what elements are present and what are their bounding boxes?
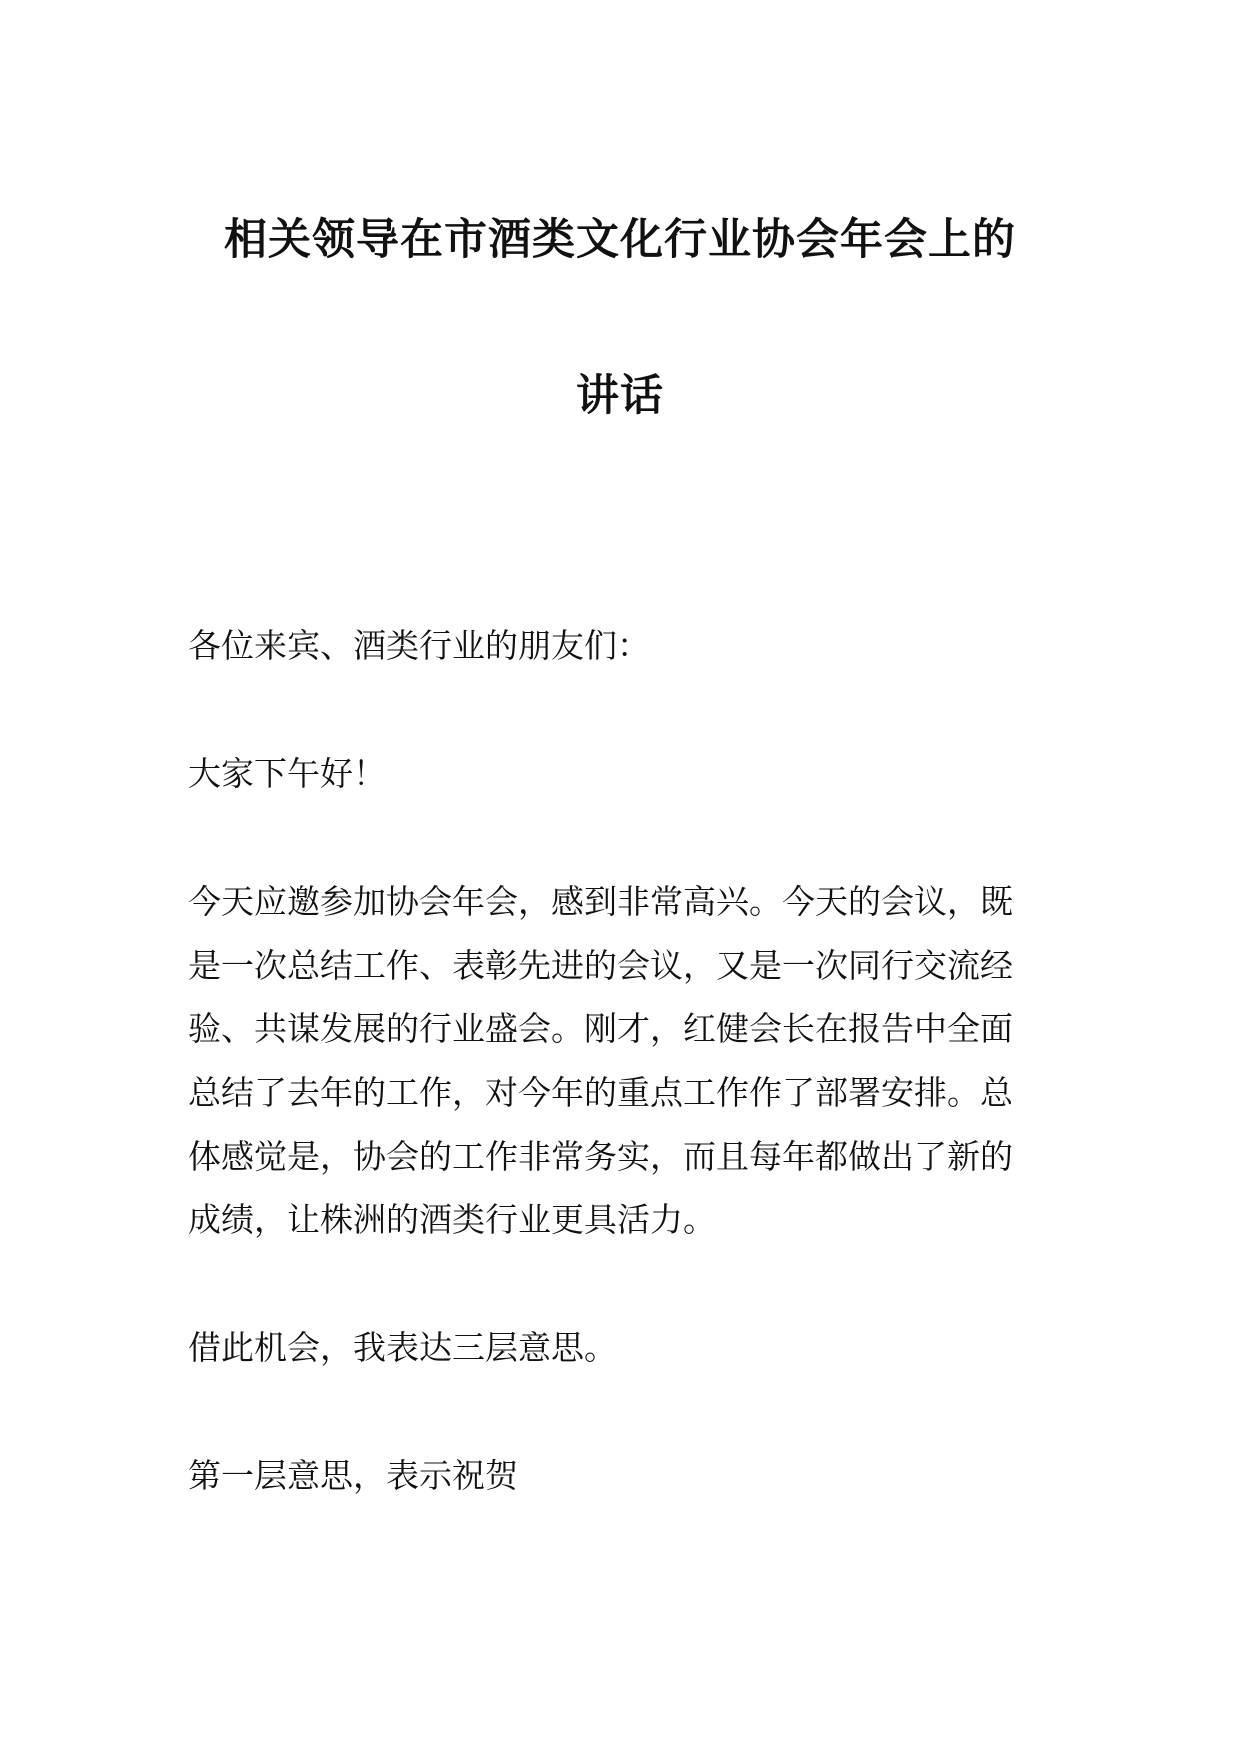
body-paragraph-line: 成绩，让株洲的酒类行业更具活力。 [188,1200,716,1239]
body-paragraph-line: 是一次总结工作、表彰先进的会议，又是一次同行交流经 [188,946,1013,985]
body-paragraph-line: 体感觉是，协会的工作非常务实，而且每年都做出了新的 [188,1137,1013,1176]
document-title-line-1: 相关领导在市酒类文化行业协会年会上的 [224,215,1016,265]
salutation-paragraph: 各位来宾、酒类行业的朋友们： [188,626,650,665]
body-paragraph-line: 总结了去年的工作，对今年的重点工作作了部署安排。总 [188,1073,1013,1112]
greeting-paragraph: 大家下午好！ [188,754,386,793]
transition-paragraph: 借此机会，我表达三层意思。 [188,1328,617,1367]
body-paragraph-line: 验、共谋发展的行业盛会。刚才，红健会长在报告中全面 [188,1009,1013,1048]
document-title-line-2: 讲话 [576,371,664,421]
body-paragraph-line: 今天应邀参加协会年会，感到非常高兴。今天的会议，既 [188,882,1013,921]
section-heading: 第一层意思，表示祝贺 [188,1456,518,1495]
